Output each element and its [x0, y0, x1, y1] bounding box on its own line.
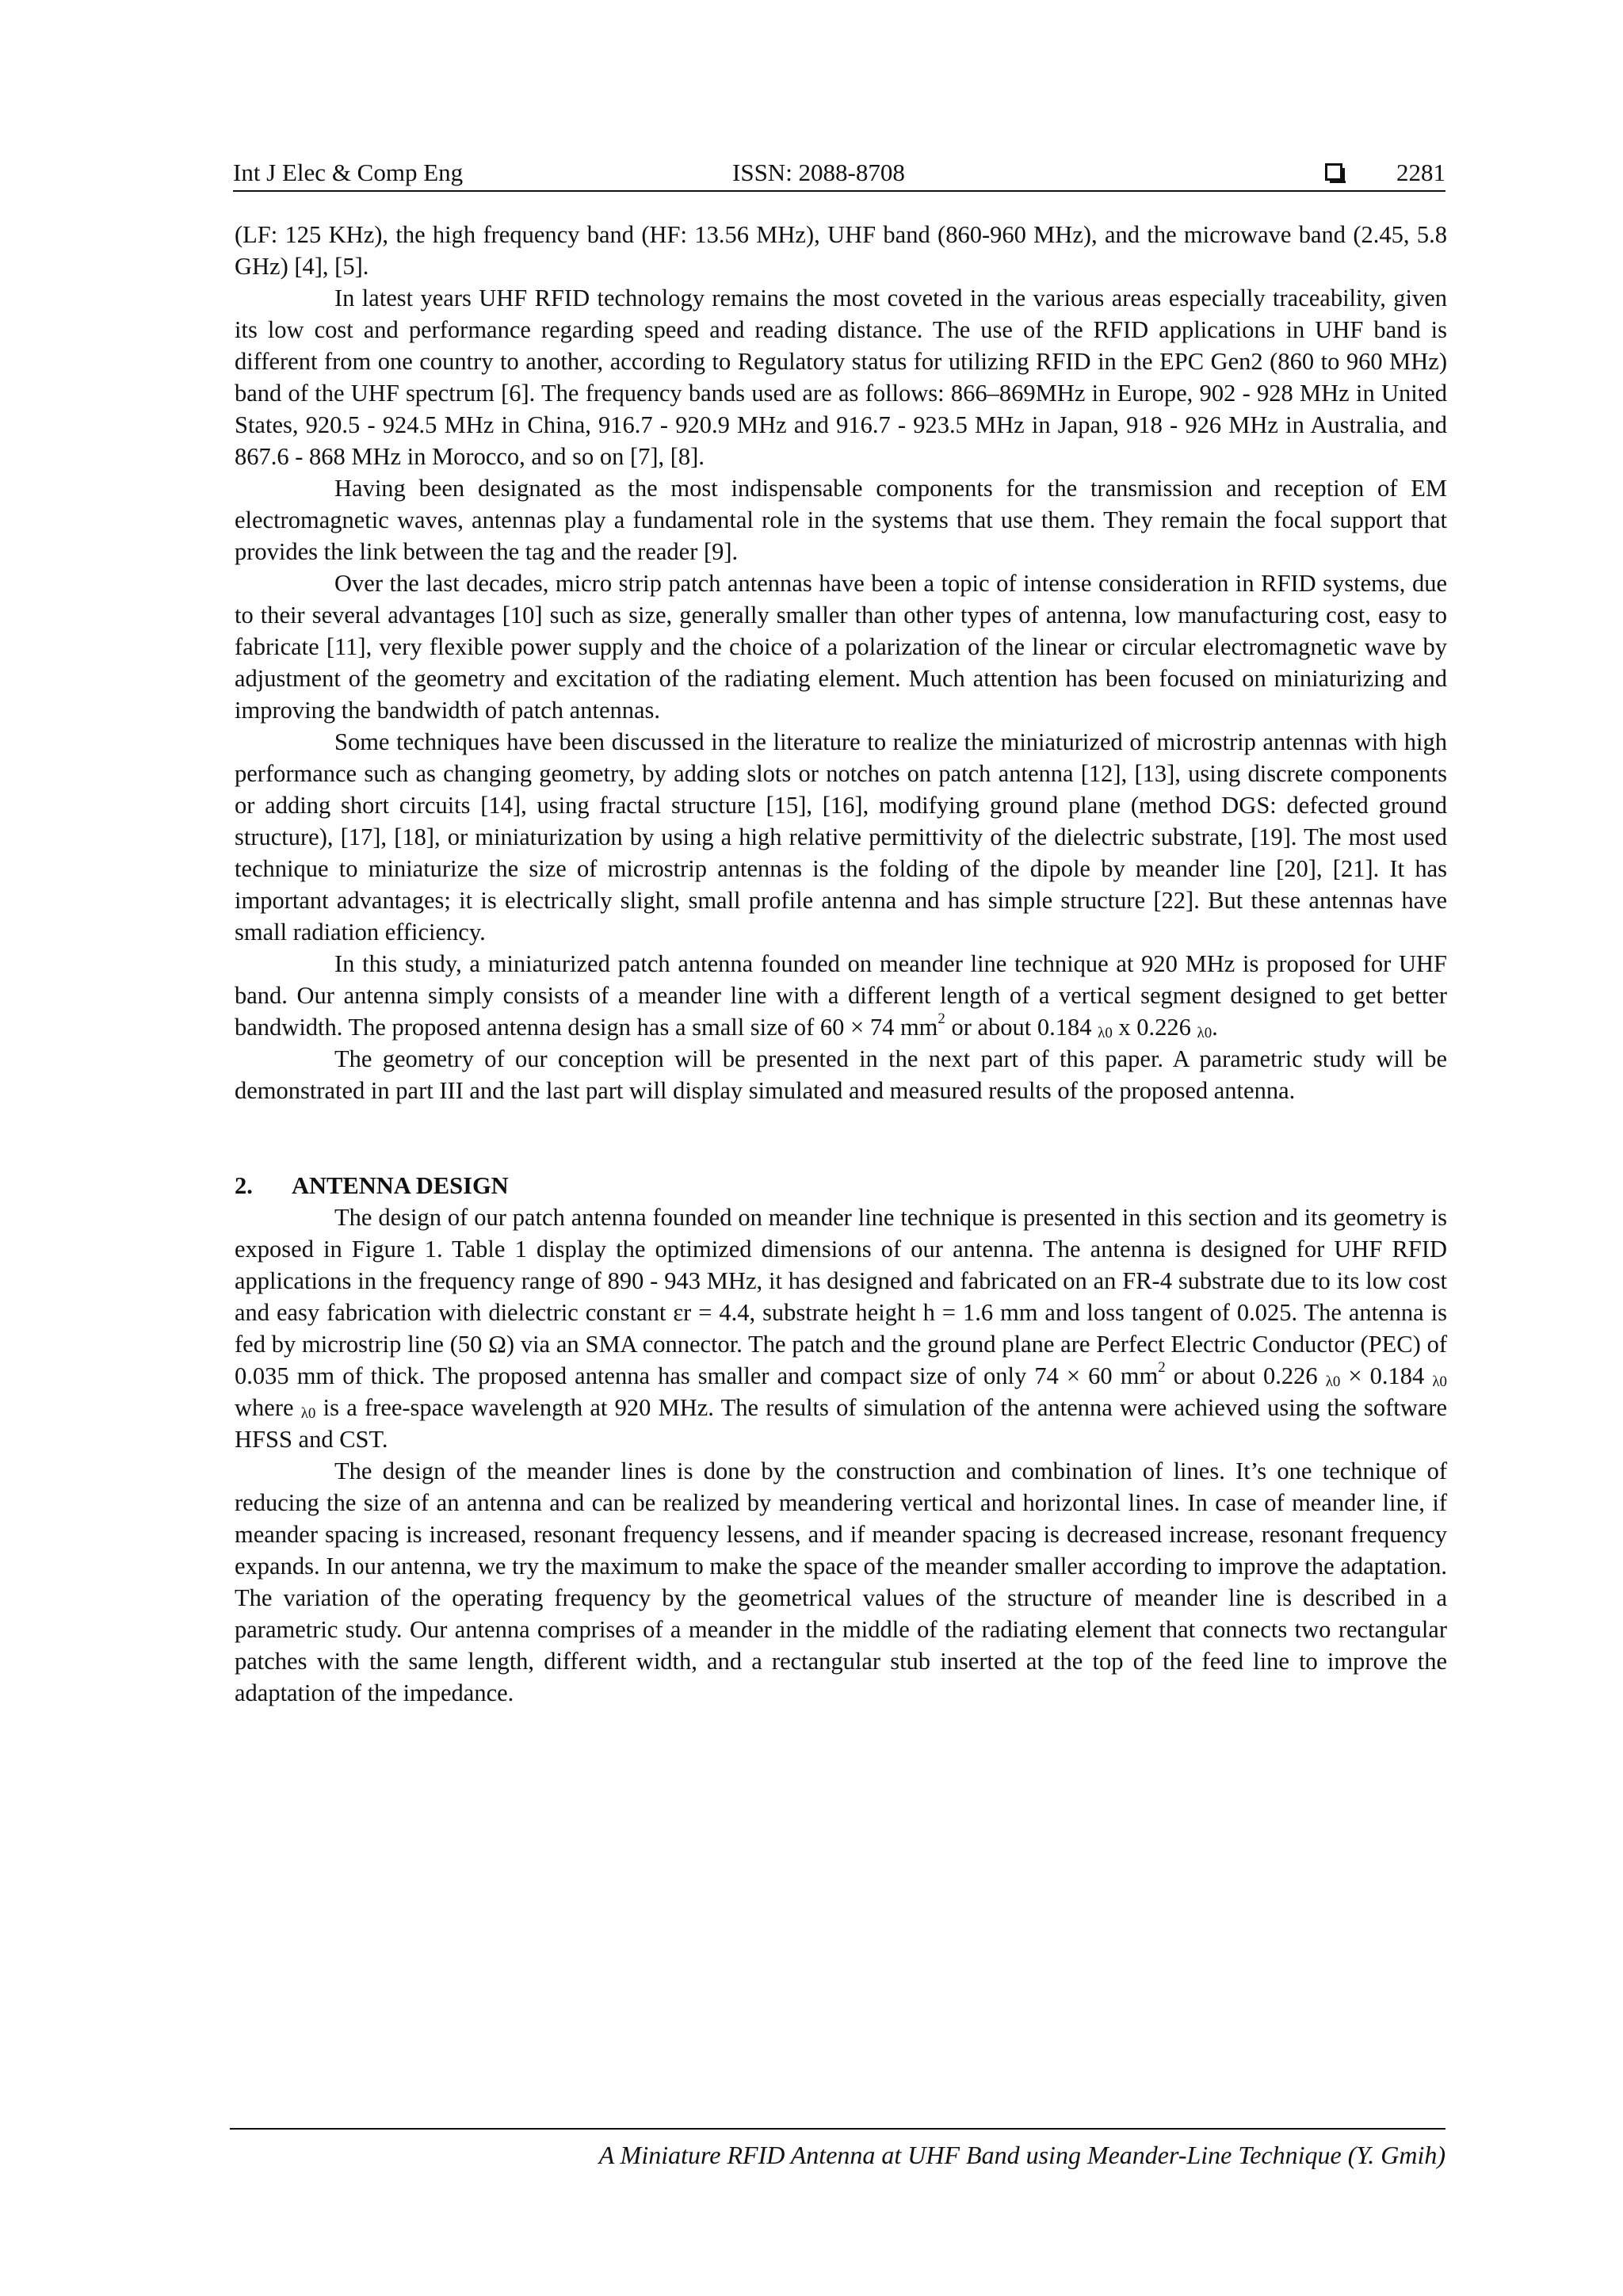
issn-label: ISSN: 2088-8708: [732, 159, 905, 186]
paragraph-techniques: Some techniques have been discussed in the literature to realize the miniaturized of microstrip antennas with high performance such as changing geometry, by adding slots or notches on patch antenna [12], [13], using discrete components or adding short circuits [14], using fractal structure [15], [16], modifying ground plane (method DGS: defected ground structure), [17], [18], or miniaturization by using a high relative permittivity of the dielectric substrate, [19]. The most used technique to miniaturize the size of microstrip antennas is the folding of the dipole by meander line [20], [21]. It has important advantages; it is electrically slight, small profile antenna and has simple structure [22]. But these antennas have small radiation efficiency.: [235, 728, 1447, 946]
journal-name: Int J Elec & Comp Eng: [233, 159, 464, 186]
section-title: ANTENNA DESIGN: [292, 1172, 509, 1199]
header-divider: [233, 190, 1445, 192]
running-header: [233, 155, 1445, 190]
paragraph-continued: (LF: 125 KHz), the high frequency band (HF: 13.56 MHz), UHF band (860-960 MHz), and the microwave band (2.45, 5.8 GHz) [4], [5].: [235, 221, 1447, 280]
paragraph-this-study: In this study, a miniaturized patch antenna founded on meander line technique at 920 MHz is proposed for UHF band. Our antenna simply consists of a meander line with a different length of a vertical segment designed to get better bandwidth. The proposed antenna design has a small size of 60 × 74 $mm^2$ or about 0.184 $_{\lambda 0}$ x 0.226 $_{\lambda 0}$.: [235, 950, 1447, 1041]
page-box-icon: [1325, 163, 1342, 181]
section-heading: [235, 1170, 1447, 1201]
running-footer: A Miniature RFID Antenna at UHF Band using Meander-Line Technique (Y. Gmih): [598, 2141, 1445, 2169]
section-number: 2.: [235, 1172, 253, 1199]
paragraph-antennas-role: Having been designated as the most indispensable components for the transmission and reception of EM electromagnetic waves, antennas play a fundamental role in the systems that use them. They remain the focal support that provides the link between the tag and the reader [9].: [235, 475, 1447, 565]
paragraph-uhf-rfid: In latest years UHF RFID technology remains the most coveted in the various areas especially traceability, given its low cost and performance regarding speed and reading distance. The use of the RFID applications in UHF band is different from one country to another, according to Regulatory status for utilizing RFID in the EPC Gen2 (860 to 960 MHz) band of the UHF spectrum [6]. The frequency bands used are as follows: 866–869MHz in Europe, 902 - 928 MHz in United States, 920.5 - 924.5 MHz in China, 916.7 - 920.9 MHz and 916.7 - 923.5 MHz in Japan, 918 - 926 MHz in Australia, and 867.6 - 868 MHz in Morocco, and so on [7], [8].: [235, 285, 1447, 470]
main-text: [235, 219, 1447, 1709]
paragraph-meander-lines: The design of the meander lines is done by the construction and combination of lines. It’s one technique of reducing the size of an antenna and can be realized by meandering vertical and horizontal lines. In case of meander line, if meander spacing is increased, resonant frequency lessens, and if meander spacing is decreased increase, resonant frequency expands. In our antenna, we try the maximum to make the space of the meander smaller according to improve the adaptation. The variation of the operating frequency by the geometrical values of the structure of meander line is described in a parametric study. Our antenna comprises of a meander in the middle of the radiating element that connects two rectangular patches with the same length, different width, and a rectangular stub inserted at the top of the feed line to improve the adaptation of the impedance.: [235, 1457, 1447, 1706]
paragraph-microstrip: Over the last decades, micro strip patch antennas have been a topic of intense consideration in RFID systems, due to their several advantages [10] such as size, generally smaller than other types of antenna, low manufacturing cost, easy to fabricate [11], very flexible power supply and the choice of a polarization of the linear or circular electromagnetic wave by adjustment of the geometry and excitation of the radiating element. Much attention has been focused on miniaturizing and improving the bandwidth of patch antennas.: [235, 570, 1447, 724]
paragraph-outline: The geometry of our conception will be presented in the next part of this paper. A parametric study will be demonstrated in part III and the last part will display simulated and measured results of the proposed antenna.: [235, 1045, 1447, 1104]
paragraph-design: The design of our patch antenna founded on meander line technique is presented in this section and its geometry is exposed in Figure 1. Table 1 display the optimized dimensions of our antenna. The antenna is designed for UHF RFID applications in the frequency range of 890 - 943 MHz, it has designed and fabricated on an FR-4 substrate due to its low cost and easy fabrication with dielectric constant εr = 4.4, substrate height h = 1.6 mm and loss tangent of 0.025. The antenna is fed by microstrip line (50 Ω) via an SMA connector. The patch and the ground plane are Perfect Electric Conductor (PEC) of 0.035 mm of thick. The proposed antenna has smaller and compact size of only 74 × 60 $mm^2$ or about 0.226 $_{\lambda 0}$ × 0.184 $_{\lambda 0}$ where $_{\lambda 0}$ is a free-space wavelength at 920 MHz. The results of simulation of the antenna were achieved using the software HFSS and CST.: [235, 1204, 1447, 1453]
page-number: 2281: [1396, 159, 1445, 186]
footer-divider: [230, 2128, 1445, 2130]
